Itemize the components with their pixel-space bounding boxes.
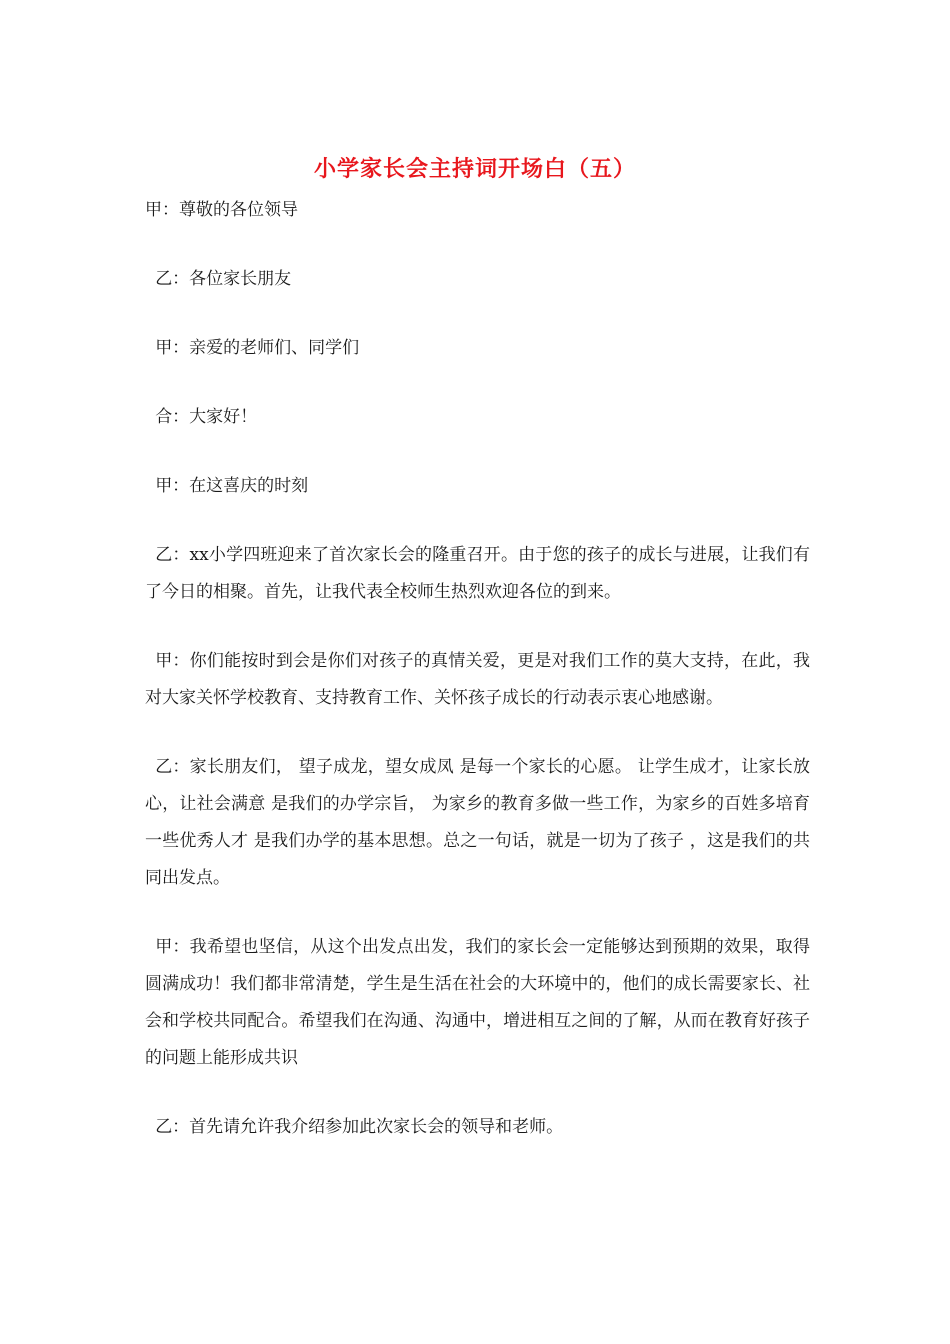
document-body xyxy=(145,192,810,1146)
paragraph-6: 乙：xx小学四班迎来了首次家长会的隆重召开。由于您的孩子的成长与进展，让我们有了今日的相聚。首先，让我代表全校师生热烈欢迎各位的到来。 xyxy=(145,545,810,602)
document-title: 小学家长会主持词开场白（五） xyxy=(313,157,636,182)
paragraph-3: 甲：亲爱的老师们、同学们 xyxy=(155,338,360,358)
paragraph-10: 乙：首先请允许我介绍参加此次家长会的领导和老师。 xyxy=(155,1117,564,1137)
paragraph-8: 乙：家长朋友们， 望子成龙，望女成凤 是每一个家长的心愿。 让学生成才，让家长放心，让社会满意 是我们的办学宗旨， 为家乡的教育多做一些工作，为家乡的百姓多培育一些优秀人才 是我们办学的基本思想。总之一句话，就是一切为了孩子 ，这是我们的共同出发点。 xyxy=(145,757,810,888)
paragraph-1: 甲：尊敬的各位领导 xyxy=(145,200,298,220)
paragraph-7: 甲：你们能按时到会是你们对孩子的真情关爱，更是对我们工作的莫大支持，在此，我对大家关怀学校教育、支持教育工作、关怀孩子成长的行动表示衷心地感谢。 xyxy=(145,651,810,708)
paragraph-2: 乙：各位家长朋友 xyxy=(155,269,292,289)
paragraph-9: 甲：我希望也坚信，从这个出发点出发，我们的家长会一定能够达到预期的效果，取得圆满成功！我们都非常清楚，学生是生活在社会的大环境中的，他们的成长需要家长、社会和学校共同配合。希望我们在沟通、沟通中，增进相互之间的了解，从而在教育好孩子的问题上能形成共识 xyxy=(145,937,810,1068)
paragraph-5: 甲：在这喜庆的时刻 xyxy=(155,476,309,496)
paragraph-4: 合：大家好！ xyxy=(155,407,258,427)
